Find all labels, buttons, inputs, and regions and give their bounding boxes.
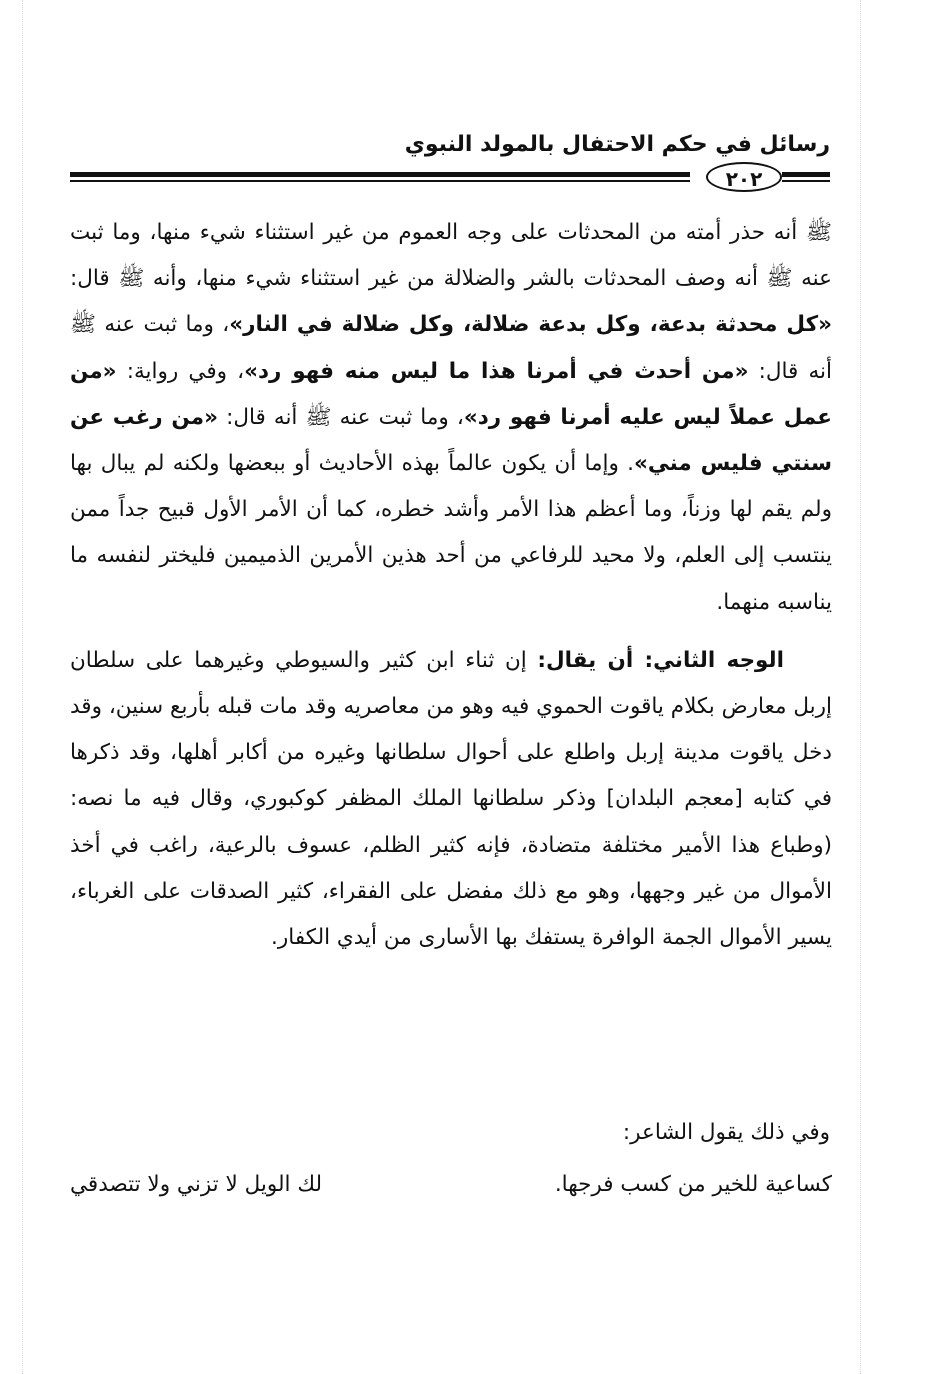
page-number: ٢٠٢ [706,162,782,192]
header-rule-left [70,172,690,184]
body-text [70,210,832,961]
text-run: ﷺ أنه حذر أمته من المحدثات على وجه العموم من غير استثناء شيء منها، وما ثبت عنه ﷺ أنه وصف المحدثات بالشر والضلالة من غير استثناء شيء منها، وأنه ﷺ قال: [70,220,832,292]
paragraph [70,638,832,961]
bold-quote: «من عمل عملاً ليس عليه أمرنا فهو رد» [70,358,832,430]
text-run: ، وفي رواية: [116,358,245,384]
text-run: ، وما ثبت عنه ﷺ أنه قال: [217,404,464,430]
paragraph [70,210,832,626]
bold-quote: «من رغب عن سنتي فليس مني» [70,404,832,477]
text-run: ، وما ثبت عنه ﷺ أنه قال: [70,312,832,384]
poet-intro: وفي ذلك يقول الشاعر: [622,1120,830,1145]
bold-quote: الوجه الثاني: أن يقال: [537,647,784,673]
text-run: . وإما أن يكون عالماً بهذه الأحاديث أو ببعضها ولكنه لم يبال بها ولم يقم لها وزناً، وما أعظم هذا الأمر وأشد خطره، كما أن الأمر الأول قبيح جداً ممن ينتسب إلى العلم، ولا محيد للرفاعي من أحد هذين الأمرين الذميمين فليختر لنفسه ما يناسبه منهما. [70,451,832,615]
verse [70,1172,832,1218]
verse-first-hemistich: كساعية للخير من كسب فرجها. [554,1172,832,1197]
running-title: رسائل في حكم الاحتفال بالمولد النبوي [404,132,830,157]
bold-quote: «من أحدث في أمرنا هذا ما ليس منه فهو رد» [244,358,749,384]
header-rule-right [782,172,830,184]
scan-artifact [22,0,23,1374]
scan-artifact [860,0,861,1374]
bold-quote: «كل محدثة بدعة، وكل بدعة ضلالة، وكل ضلالة في النار» [229,312,833,338]
text-run: إن ثناء ابن كثير والسيوطي وغيرهما على سلطان إربل معارض بكلام ياقوت الحموي فيه وهو من معاصريه وقد مات قبله بأربع سنين، وقد دخل ياقوت مدينة إربل واطلع على أحوال سلطانها وغيره من أكابر أهلها، وقد ذكرها في كتابه [معجم البلدان] وذكر سلطانها الملك المظفر كوكبوري، وقال فيه ما نصه: (وطباع هذا الأمير مختلفة متضادة، فإنه كثير الظلم، عسوف بالرعية، راغب في أخذ الأموال من غير وجهها، وهو مع ذلك مفضل على الفقراء، كثير الصدقات على الغرباء، يسير الأموال الجمة الوافرة يستفك بها الأسارى من أيدي الكفار. [70,647,832,951]
page-header [70,132,830,204]
verse-second-hemistich: لك الويل لا تزني ولا تتصدقي [70,1172,322,1197]
